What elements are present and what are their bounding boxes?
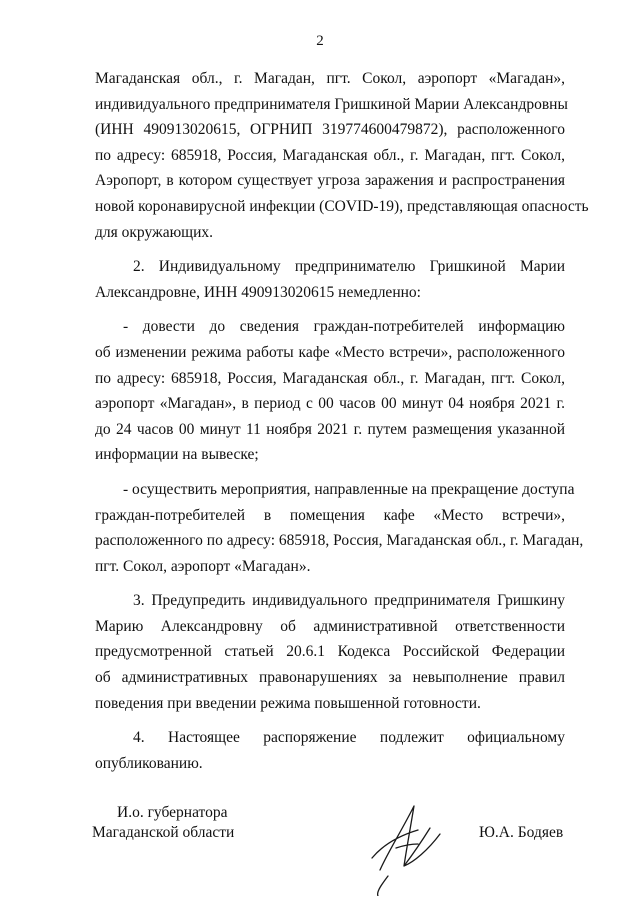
text-line: Александровне, ИНН 490913020615 немедленно: [95, 283, 421, 301]
text-line: до 24 часов 00 минут 11 ноября 2021 г. путем размещения указанной [95, 420, 565, 438]
text-line: об изменении режима работы кафе «Место встречи», расположенного [95, 343, 565, 361]
signatory-name: Ю.А. Бодяев [479, 824, 564, 841]
signature-block [0, 800, 640, 900]
text-line: расположенного по адресу: 685918, Россия, Магаданская обл., г. Магадан, [95, 532, 584, 550]
text-line: об административных правонарушениях за невыполнение правил [95, 669, 565, 687]
paragraph-item-2 [95, 254, 565, 305]
page-number: 2 [316, 33, 324, 49]
text-line: Магаданская обл., г. Магадан, пгт. Сокол, аэропорт «Магадан», [95, 70, 565, 87]
paragraph-bullet-1 [95, 314, 565, 468]
text-line: граждан-потребителей в помещения кафе «Место встречи», [95, 506, 565, 524]
signatory-region: Магаданской области [92, 824, 235, 841]
text-line: предусмотренной статьей 20.6.1 Кодекса Российской Федерации [95, 643, 565, 661]
text-line: (ИНН 490913020615, ОГРНИП 319774600479872), расположенного [95, 121, 565, 139]
text-line: поведения при введении режима повышенной готовности. [95, 694, 481, 712]
text-line: индивидуального предпринимателя Гришкиной Марии Александровны [95, 95, 568, 113]
text-line: аэропорт «Магадан», в период с 00 часов 00 минут 04 ноября 2021 г. [95, 395, 565, 413]
paragraph-item-4 [95, 725, 565, 776]
text-line: опубликованию. [95, 754, 203, 772]
text-line: по адресу: 685918, Россия, Магаданская обл., г. Магадан, пгт. Сокол, [95, 146, 565, 164]
text-line: информации на вывеске; [95, 446, 259, 464]
paragraph-bullet-2 [95, 477, 584, 579]
text-line: - довести до сведения граждан-потребителей информацию [123, 318, 565, 336]
text-line: пгт. Сокол, аэропорт «Магадан». [95, 557, 311, 575]
text-line: Аэропорт, в котором существует угроза заражения и распространения [95, 172, 565, 190]
text-line: новой коронавирусной инфекции (COVID-19), представляющая опасность [95, 197, 589, 215]
paragraph-item-3 [95, 588, 565, 716]
handwritten-signature [358, 800, 448, 896]
text-line: - осуществить мероприятия, направленные на прекращение доступа [123, 480, 575, 498]
paragraph-intro [95, 66, 589, 245]
text-line: 2. Индивидуальному предпринимателю Гришкиной Марии [133, 258, 565, 276]
text-line: 4. Настоящее распоряжение подлежит официальному [133, 729, 565, 747]
text-line: по адресу: 685918, Россия, Магаданская обл., г. Магадан, пгт. Сокол, [95, 369, 565, 387]
text-line: для окружающих. [95, 223, 214, 241]
text-line: Марию Александровну об административной ответственности [95, 617, 565, 635]
signatory-title: И.о. губернатора [117, 804, 228, 821]
document-body [95, 66, 589, 776]
text-line: 3. Предупредить индивидуального предпринимателя Гришкину [133, 592, 565, 610]
